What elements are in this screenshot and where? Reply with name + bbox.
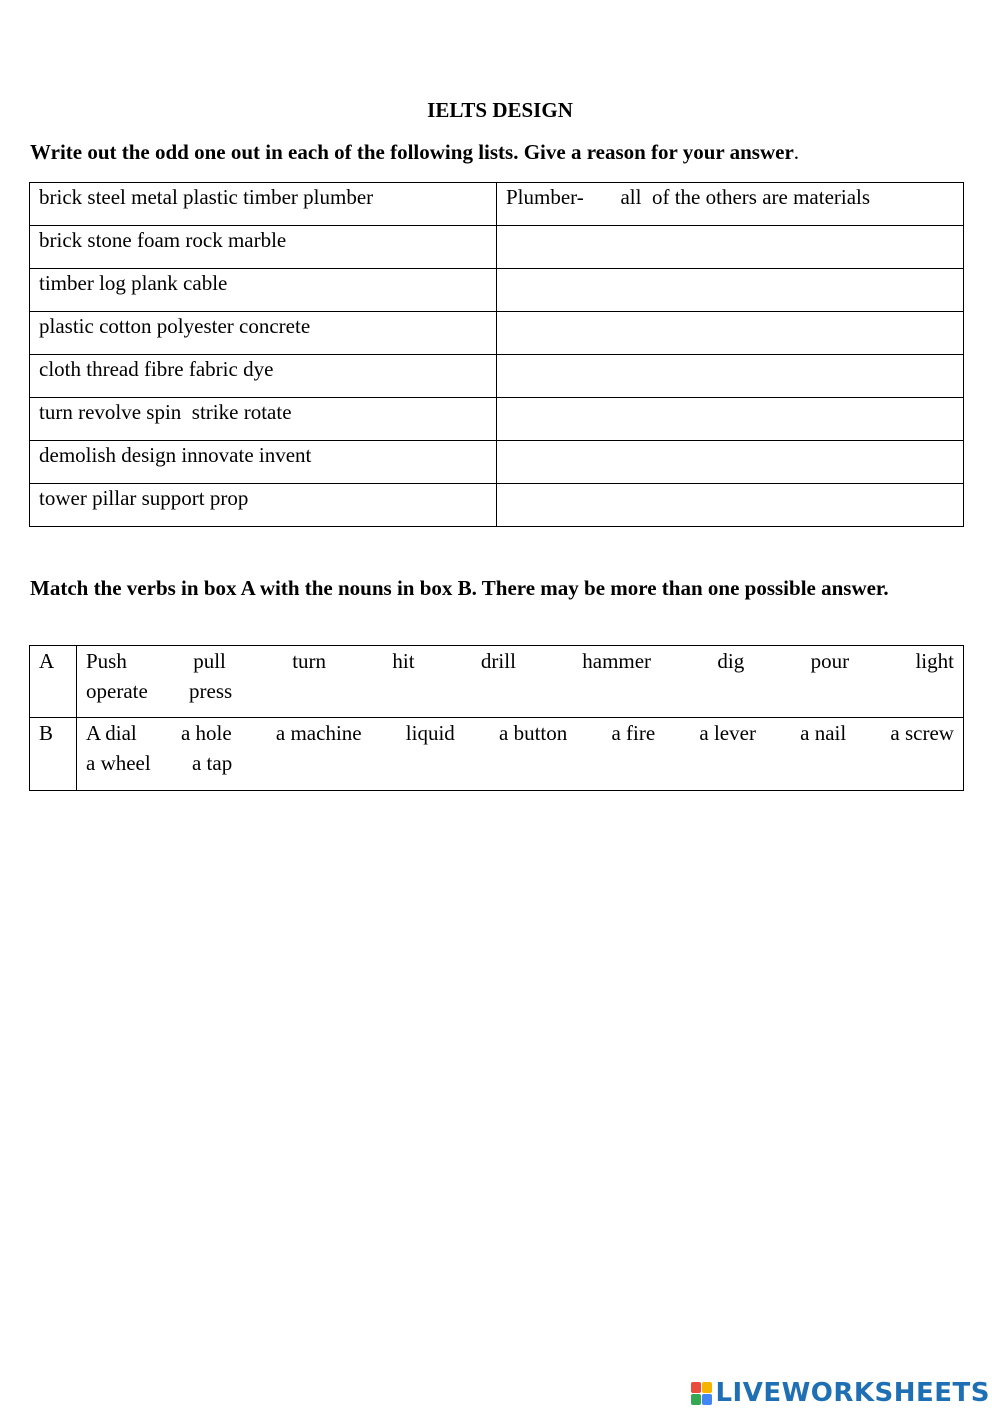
- box-b-label: B: [30, 718, 77, 791]
- word-list-cell: turn revolve spin strike rotate: [30, 398, 497, 441]
- word-list-cell: plastic cotton polyester concrete: [30, 312, 497, 355]
- table-row: [30, 269, 964, 312]
- verb-word: dig: [717, 649, 745, 673]
- box-a-label: A: [30, 646, 77, 718]
- logo-mark-icon: [691, 1382, 712, 1405]
- noun-word: A dial: [86, 721, 137, 745]
- verb-word: light: [915, 649, 954, 673]
- table-row: [30, 484, 964, 527]
- answer-cell[interactable]: [497, 484, 964, 527]
- noun-word: a button: [499, 721, 568, 745]
- noun-word: a nail: [800, 721, 847, 745]
- odd-one-out-table: [29, 182, 964, 527]
- answer-cell[interactable]: [497, 226, 964, 269]
- answer-cell[interactable]: [497, 312, 964, 355]
- word-list-cell: tower pillar support prop: [30, 484, 497, 527]
- table-row: [30, 398, 964, 441]
- instruction-text: Write out the odd one out in each of the following lists. Give a reason for your answer: [30, 140, 794, 164]
- noun-word: a tap: [191, 751, 233, 775]
- word-list-cell: cloth thread fibre fabric dye: [30, 355, 497, 398]
- answer-cell[interactable]: [497, 269, 964, 312]
- answer-cell[interactable]: [497, 441, 964, 484]
- noun-word: a hole: [180, 721, 232, 745]
- verb-word: hammer: [582, 649, 652, 673]
- noun-word: a screw: [890, 721, 954, 745]
- table-row: [30, 226, 964, 269]
- verb-word: hit: [392, 649, 415, 673]
- logo-square-blue: [702, 1394, 712, 1405]
- instruction-period: .: [793, 140, 800, 164]
- logo-square-yellow: [702, 1382, 712, 1393]
- word-list-cell: timber log plank cable: [30, 269, 497, 312]
- logo-square-red: [691, 1382, 701, 1393]
- page-title: IELTS DESIGN: [427, 98, 573, 122]
- box-a-verbs: [77, 646, 964, 718]
- answer-cell[interactable]: [497, 398, 964, 441]
- answer-cell[interactable]: Plumber- all of the others are materials: [497, 183, 964, 226]
- word-list-cell: brick stone foam rock marble: [30, 226, 497, 269]
- verb-word: pull: [193, 649, 226, 673]
- word-list-cell: demolish design innovate invent: [30, 441, 497, 484]
- table-row: [30, 312, 964, 355]
- answer-cell[interactable]: [497, 355, 964, 398]
- verb-word: drill: [480, 649, 516, 673]
- instruction-odd-one-out: [30, 140, 970, 165]
- table-row: [30, 355, 964, 398]
- logo-text: LIVEWORKSHEETS: [715, 1378, 990, 1408]
- verb-word: pour: [810, 649, 850, 673]
- table-row: [30, 441, 964, 484]
- noun-word: a wheel: [86, 751, 151, 775]
- verbs-line-1: [86, 646, 954, 676]
- noun-word: a fire: [611, 721, 656, 745]
- verb-word: Push: [86, 649, 127, 673]
- verb-word: turn: [292, 649, 327, 673]
- noun-word: a lever: [699, 721, 756, 745]
- nouns-line-1: [86, 718, 954, 748]
- box-a-row: [30, 646, 964, 718]
- box-b-nouns: [77, 718, 964, 791]
- box-b-row: [30, 718, 964, 791]
- word-list-cell: brick steel metal plastic timber plumber: [30, 183, 497, 226]
- verb-word: operate: [86, 679, 148, 703]
- instruction-match: Match the verbs in box A with the nouns in box B. There may be more than one possible answer.: [30, 576, 889, 600]
- noun-word: liquid: [405, 721, 455, 745]
- liveworksheets-logo[interactable]: [691, 1377, 990, 1409]
- verbs-line-2: [86, 676, 954, 706]
- logo-square-green: [691, 1394, 701, 1405]
- nouns-line-2: [86, 748, 954, 778]
- table-row: [30, 183, 964, 226]
- match-table: [29, 645, 964, 791]
- noun-word: a machine: [275, 721, 362, 745]
- verb-word: press: [189, 679, 233, 703]
